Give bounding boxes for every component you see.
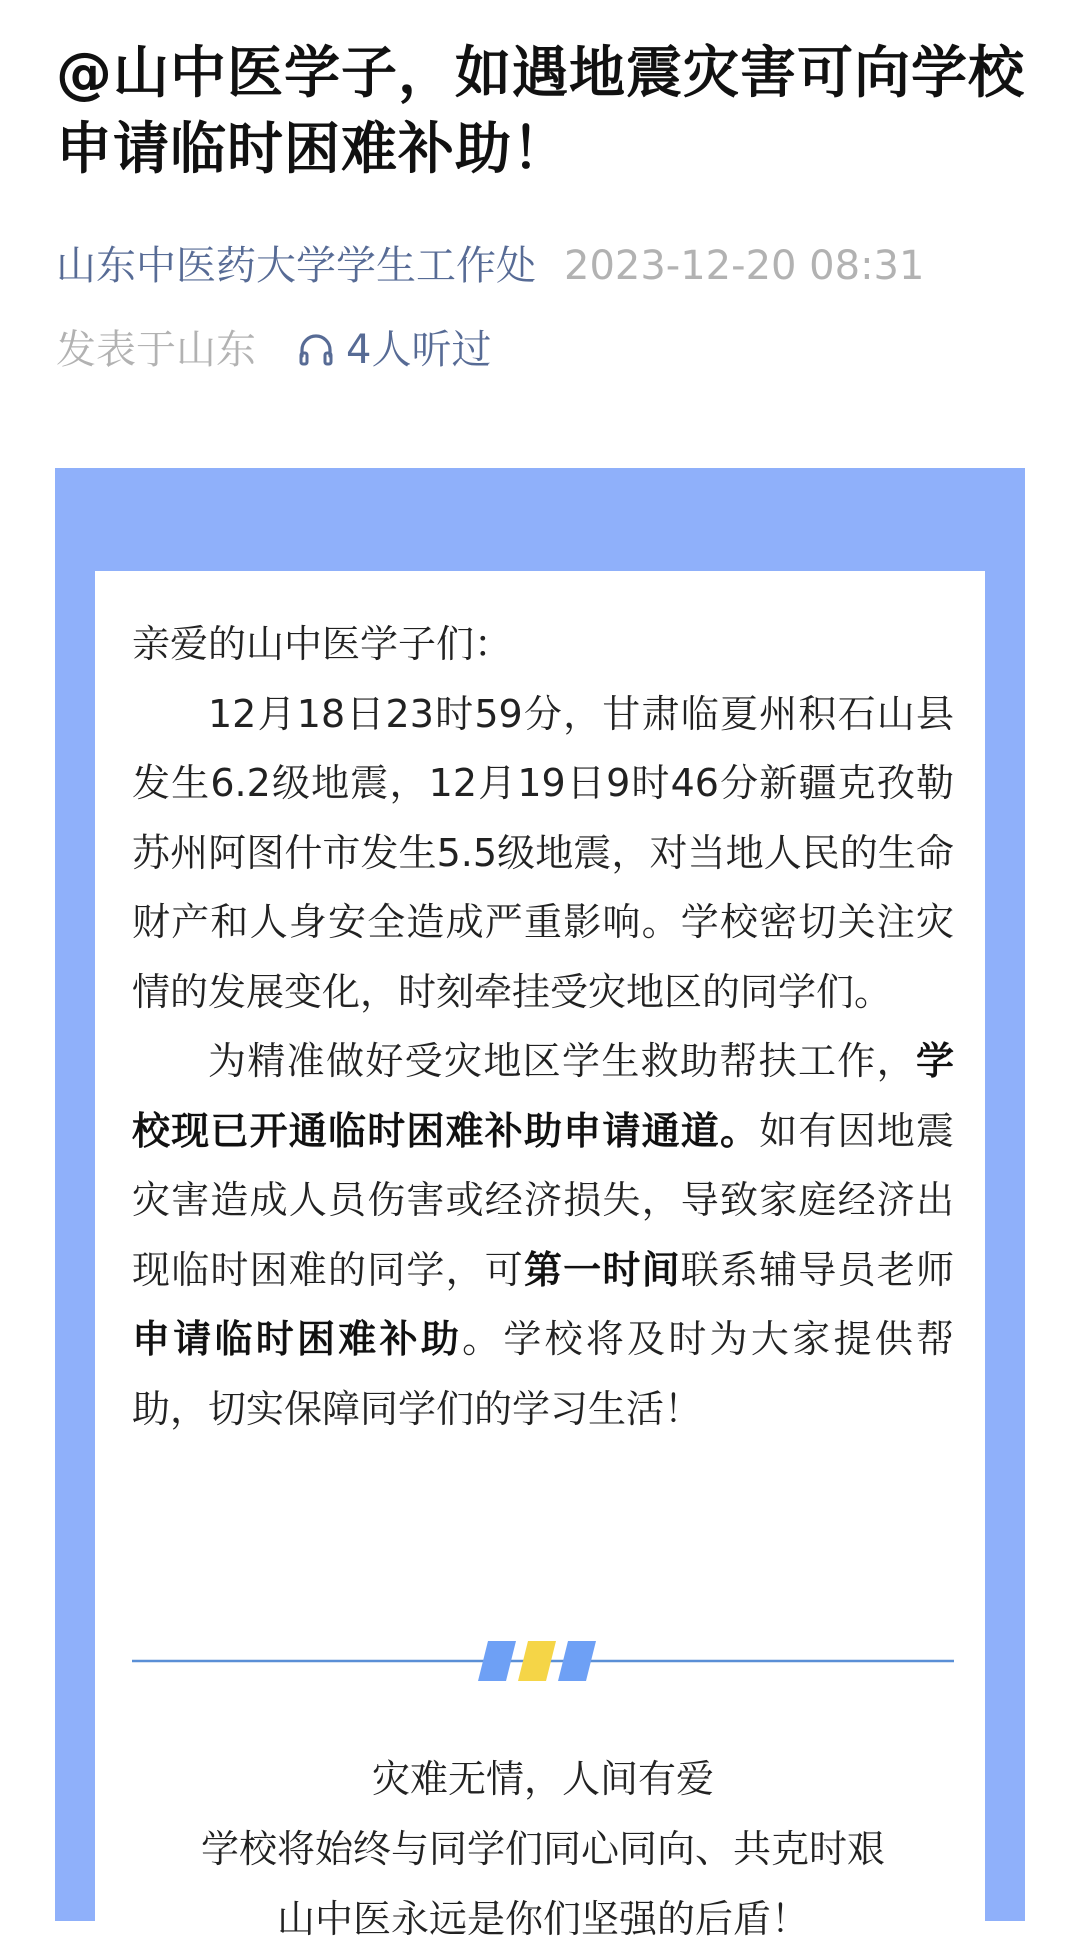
author-link[interactable]: 山东中医药大学学生工作处 (56, 243, 536, 289)
paragraph-earthquake: 12月18日23时59分，甘肃临夏州积石山县发生6.2级地震，12月19日9时46分新疆克孜勒苏州阿图什市发生5.5级地震，对当地人民的生命财产和人身安全造成严重影响。学校密切关注灾情的发展变化，时刻牵挂受灾地区的同学们。 (132, 691, 954, 1014)
bold-first-time: 第一时间 (523, 1247, 681, 1292)
listen-button[interactable] (296, 322, 491, 378)
divider-stripe-blue-left (478, 1641, 516, 1681)
listen-count: 4人听过 (346, 327, 492, 373)
article-meta (56, 238, 924, 294)
decorative-divider (132, 1636, 954, 1686)
bold-apply-subsidy: 申请临时困难补助 (132, 1317, 463, 1361)
closing-line-1: 灾难无情，人间有爱 (371, 1757, 714, 1801)
publish-location: 发表于山东 (56, 327, 256, 373)
closing-message (132, 1744, 954, 1954)
publish-date: 2023-12-20 08:31 (564, 243, 925, 289)
article-title: @山中医学子，如遇地震灾害可向学校申请临时困难补助！ (56, 41, 1025, 182)
paragraph-subsidy: 为精准做好受灾地区学生救助帮扶工作，学校现已开通临时困难补助申请通道。如有因地震灾害造成人员伤害或经济损失，导致家庭经济出现临时困难的同学，可第一时间联系辅导员老师申请临时困难补助。学校将及时为大家提供帮助，切实保障同学们的学习生活！ (132, 1039, 954, 1431)
greeting: 亲爱的山中医学子们： (132, 622, 513, 666)
divider-stripe-blue-right (558, 1641, 596, 1681)
notice-body (132, 610, 954, 1444)
divider-stripe-yellow (518, 1641, 556, 1681)
article-meta-secondary (56, 322, 491, 378)
headphone-icon (296, 330, 336, 370)
closing-line-2: 学校将始终与同学们同心同向、共克时艰 (200, 1827, 885, 1871)
bold-channel-open: 学校现已开通临时困难补助申请通道。 (132, 1039, 954, 1153)
closing-line-3: 山中医永远是你们坚强的后盾！ (276, 1897, 809, 1941)
